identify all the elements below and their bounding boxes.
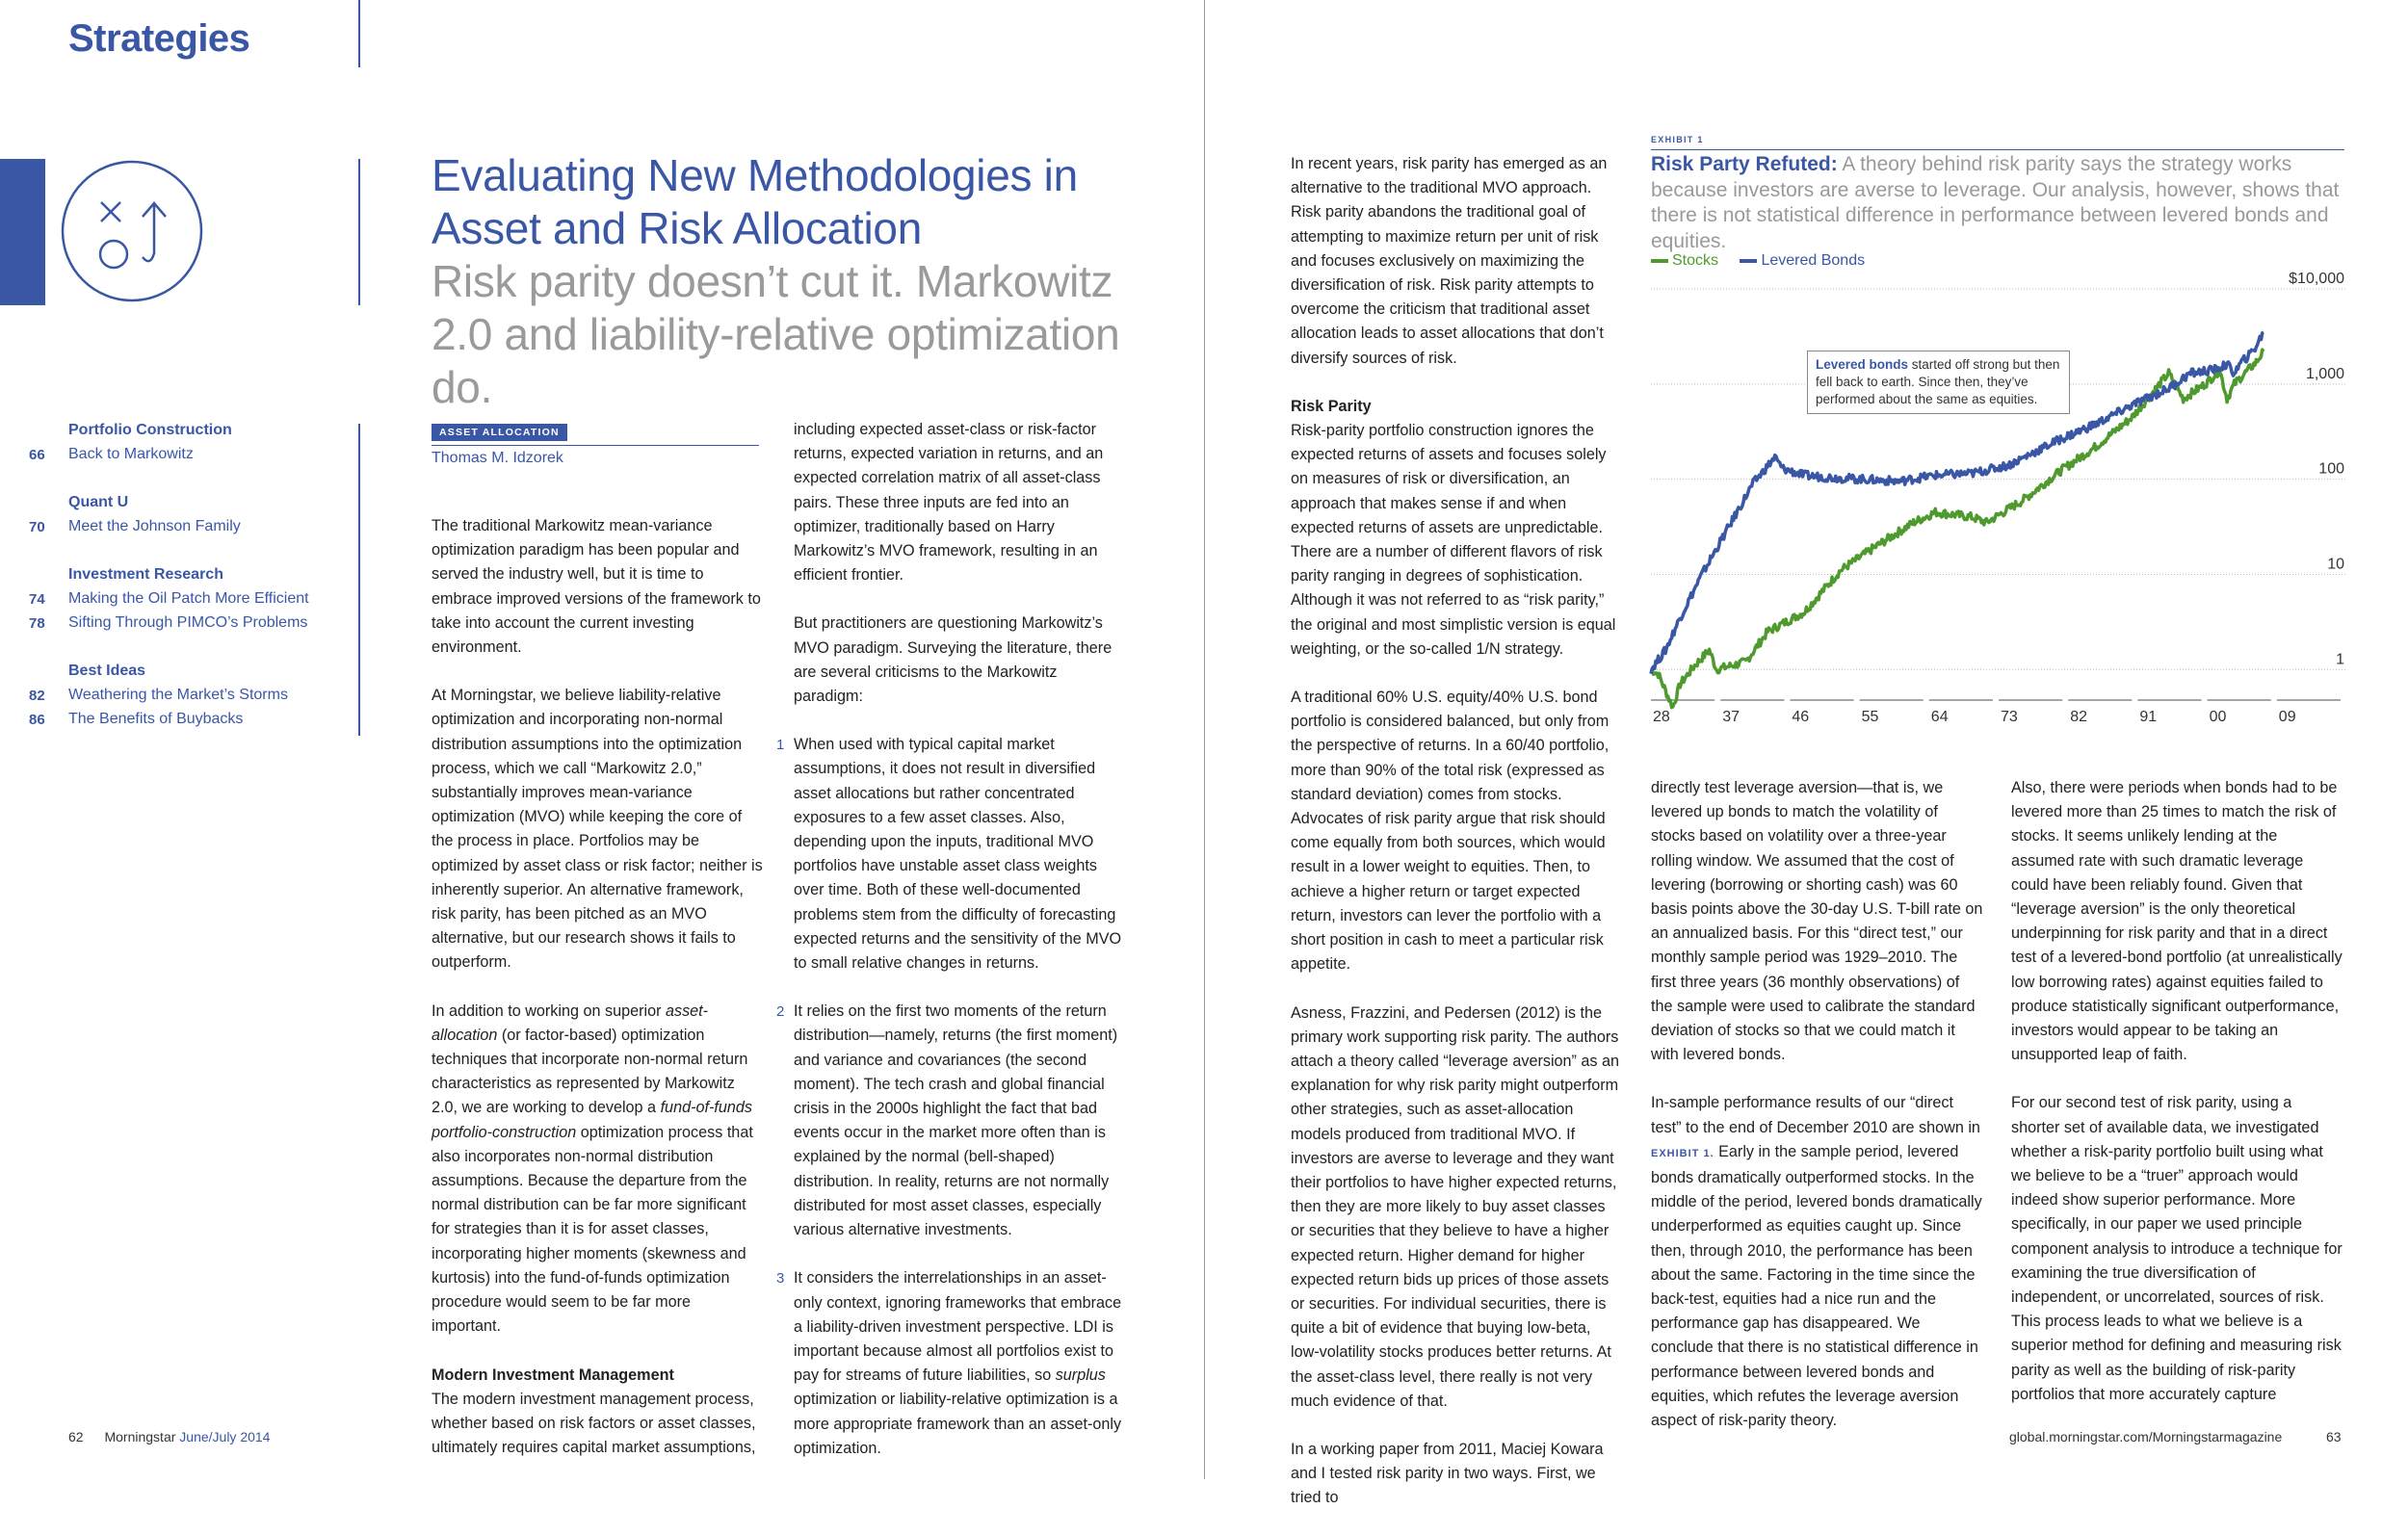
nav-category-investment-research: Investment Research — [68, 566, 223, 583]
subheading: Modern Investment Management — [432, 1366, 674, 1384]
page-number: 62 — [68, 1429, 84, 1444]
body-column-5 — [2011, 776, 2343, 1431]
nav-page-number: 74 — [29, 591, 45, 608]
chart-legend — [1651, 252, 1882, 270]
nav-page-number: 86 — [29, 712, 45, 728]
nav-page-number: 82 — [29, 688, 45, 704]
paragraph: In-sample performance results of our “direct test” to the end of December 2010 are shown in EXHIBIT 1. Early in the sample period, levered bonds dramatically outperformed stocks. In the middle of the period, levered bonds dramatically underperformed as equities caught up. Since then, through 2010, the performance has been about the same. Factoring in the time since the back-test, equities had a nice run and the performance gap has disappeared. We conclude that there is no statistical difference in performance between levered bonds and equities, which refutes the leverage aversion aspect of risk-parity theory. — [1651, 1094, 1982, 1430]
x-tick-label: 00 — [2209, 709, 2227, 725]
paragraph: In addition to working on superior asset-allocation (or factor-based) optimization techniques that incorporate non-normal return characteristics as represented by Markowitz 2.0, we are working to develop a fund-of-funds portfolio-construction optimization process that also incorporates non-normal distribution assumptions. Because the departure from the normal distribution can be far more significant for strategies than it is for asset classes, incorporating higher moments (skewness and kurtosis) into the fund-of-funds optimization procedure would seem to be far more important. — [432, 1002, 753, 1336]
category-tag: ASSET ALLOCATION — [432, 424, 567, 441]
list-number: 1 — [776, 737, 785, 754]
nav-category-best-ideas: Best Ideas — [68, 663, 146, 679]
section-title: Strategies — [68, 17, 250, 60]
exhibit-label: EXHIBIT 1 — [1651, 135, 1704, 144]
paragraph: But practitioners are questioning Markowitz’s MVO paradigm. Surveying the literature, there are several criticisms to the Markowitz paradigm: — [794, 614, 1112, 706]
paragraph: In recent years, risk parity has emerged as an alternative to the traditional MVO approach. Risk parity abandons the traditional goal of attempting to maximize return per unit of risk and focuses exclusively on maximizing the diversification of risk. Risk parity attempts to overcome the criticism that traditional asset allocation leads to asset allocations that don’t diversify sources of risk. — [1291, 155, 1608, 367]
nav-item-buybacks[interactable]: The Benefits of Buybacks — [68, 711, 244, 727]
headline-rule — [358, 159, 360, 305]
paragraph: For our second test of risk parity, using a shorter set of available data, we investigated whether a risk-parity portfolio built using what we believe to be a “truer” approach would indeed show superior performance. More specifically, in our paper we used principle component analysis to introduce a technique for examining the true diversification of independent, or uncorrelated, sources of risk. This process leads to what we believe is a superior method for defining and measuring risk parity as well as the building of risk-parity portfolios that more accurately capture — [2011, 1094, 2343, 1403]
nav-page-number: 78 — [29, 615, 45, 632]
x-tick-label: 28 — [1653, 709, 1670, 725]
nav-category-quant-u: Quant U — [68, 494, 129, 510]
nav-item-johnson-family[interactable]: Meet the Johnson Family — [68, 518, 241, 534]
tag-rule — [432, 445, 759, 446]
exhibit-title: Risk Party Refuted: A theory behind risk parity says the strategy works because investors are averse to leverage. Our analysis, however, shows that there is not statistical difference in performance between levered bonds and equities. — [1651, 153, 2340, 252]
right-footer-url[interactable]: global.morningstar.com/Morningstarmagazine — [2009, 1429, 2283, 1444]
exhibit-rule — [1651, 149, 2344, 150]
paragraph: including expected asset-class or risk-factor returns, expected variation in returns, and an expected correlation matrix of all asset-class pairs. These three inputs are fed into an optimizer, traditionally based on Harry Markowitz’s MVO framework, resulting in an efficient frontier. — [794, 421, 1104, 585]
x-tick-label: 64 — [1930, 709, 1949, 725]
paragraph: directly test leverage aversion—that is, we levered up bonds to match the volatility of stocks based on volatility over a three-year rolling window. We assumed that the cost of levering (borrowing or shorting cash) was 60 basis points above the 30-day U.S. T-bill rate on an annualized basis. For this “direct test,” our monthly sample period was 1929–2010. The first three years (36 monthly observations) of the sample were used to calibrate the standard deviation of stocks so that we could match it with levered bonds. — [1651, 779, 1983, 1064]
section-rule — [358, 0, 360, 67]
nav-item-market-storms[interactable]: Weathering the Market’s Storms — [68, 687, 288, 703]
numbered-list-item: 1 When used with typical capital market assumptions, it does not result in diversified asset allocations but rather concentrated exposures to a few asset classes. Also, depending upon the inputs, traditional MVO portfolios have unstable asset class weights over time. Both of these well-documented problems stem from the difficulty of forecasting expected returns and the sensitivity of the MVO to small relative changes in returns. — [794, 733, 1126, 976]
nav-rule — [358, 424, 360, 736]
issue-date: June/July 2014 — [175, 1429, 271, 1444]
risk-parity-chart — [1647, 270, 2350, 732]
article-subhead: Risk parity doesn’t cut it. Markowitz 2.0 and liability-relative optimization do. — [432, 256, 1120, 412]
x-tick-label: 82 — [2070, 709, 2087, 725]
paragraph: Asness, Frazzini, and Pedersen (2012) is the primary work supporting risk parity. The authors attach a theory called “leverage aversion” as an explanation for why risk parity might outperform other strategies, such as asset-allocation models produced from traditional MVO. If investors are averse to leverage and they want their portfolios to have higher expected returns, then they are more likely to buy asset classes or securities that they believe to have a higher expected return. Higher demand for higher expected return bids up prices of those assets or securities. For individual securities, there is quite a bit of evidence that buying low-beta, low-volatility stocks produces better returns. At the asset-class level, there really is not very much evidence of that. — [1291, 1003, 1620, 1410]
body-column-3 — [1291, 152, 1623, 1535]
y-tick-label: 10 — [2327, 556, 2344, 573]
y-tick-label: 1,000 — [2305, 365, 2344, 382]
y-tick-label: $10,000 — [2289, 271, 2344, 287]
paragraph: At Morningstar, we believe liability-relative optimization and incorporating non-normal distribution assumptions into the optimization process, which we call “Markowitz 2.0,” substantially improves mean-variance optimization (MVO) while keeping the core of the process in place. Portfolios may be optimized by asset class or risk factor; neither is inherently superior. An alternative framework, risk parity, has been pitched as an MVO alternative, but our research shows it fails to outperform. — [432, 687, 763, 972]
nav-category-portfolio-construction: Portfolio Construction — [68, 422, 232, 438]
body-column-4 — [1651, 776, 1983, 1457]
list-number: 3 — [776, 1270, 785, 1288]
paragraph: In a working paper from 2011, Maciej Kowara and I tested risk parity in two ways. First, we tried to — [1291, 1440, 1604, 1507]
x-tick-label: 73 — [2001, 709, 2018, 725]
page-number: 63 — [2326, 1429, 2342, 1444]
body-column-1 — [432, 514, 764, 1484]
nav-item-oil-patch[interactable]: Making the Oil Patch More Efficient — [68, 590, 309, 607]
x-tick-label: 55 — [1861, 709, 1879, 725]
paragraph: The traditional Markowitz mean-variance optimization paradigm has been popular and served the industry well, but it is time to embrace improved versions of the framework to take into account the current investing environment. — [432, 517, 761, 657]
paragraph: A traditional 60% U.S. equity/40% U.S. bond portfolio is considered balanced, but only from the perspective of returns. In a 60/40 portfolio, more than 90% of the total risk (expressed as standard deviation) comes from stocks. Advocates of risk parity argue that risk should come equally from both sources, which would result in a lower weight to equities. Then, to achieve a higher return or target expected return, investors can lever the portfolio with a short position in cash to meet a particular risk appetite. — [1291, 689, 1610, 974]
left-footer — [68, 1429, 270, 1444]
x-tick-label: 09 — [2278, 709, 2296, 725]
legend-levered-bonds: Levered Bonds — [1740, 252, 1865, 270]
brand: Morningstar — [104, 1429, 176, 1444]
numbered-list-item: 2 It relies on the first two moments of the return distribution—namely, returns (the first moment) and variance and covariances (the second moment). The tech crash and global financial crisis in the 2000s highlight the fact that bad events occur in the market more often than is explained by the normal (bell-shaped) distribution. In reality, returns are not normally distributed for most asset classes, especially various alternative investments. — [794, 1000, 1126, 1242]
body-column-2 — [776, 418, 1126, 1485]
chart-callout: Levered bonds started off strong but then fell back to earth. Since then, they’ve performed about the same as equities. — [1807, 351, 2070, 414]
article-headline: Evaluating New Methodologies in Asset and Risk Allocation — [432, 150, 1078, 253]
nav-page-number: 66 — [29, 447, 45, 463]
nav-item-pimco[interactable]: Sifting Through PIMCO’s Problems — [68, 614, 308, 631]
paragraph: Risk-parity portfolio construction ignores the expected returns of assets and focuses solely on measures of risk or diversification, an approach that makes sense if and when expected returns of assets are unpredictable. There are a number of different flavors of risk parity ranging in degrees of sophistication. Although it was not referred to as “risk parity,” the original and most simplistic version is equal weighting, or the so-called 1/N strategy. — [1291, 422, 1616, 658]
x-tick-label: 46 — [1792, 709, 1810, 725]
nav-page-number: 70 — [29, 519, 45, 535]
paragraph: The modern investment management process, whether based on risk factors or asset classes, ultimately requires capital market assumptions, — [432, 1390, 756, 1457]
strategies-icon — [60, 159, 204, 303]
nav-item-back-to-markowitz[interactable]: Back to Markowitz — [68, 446, 194, 462]
y-tick-label: 100 — [2318, 460, 2344, 478]
y-tick-label: 1 — [2336, 651, 2344, 668]
x-tick-label: 91 — [2139, 709, 2158, 725]
paragraph: Also, there were periods when bonds had to be levered more than 25 times to match the risk of stocks. It seems unlikely lending at the assumed rate with such dramatic leverage could have been reliably found. Given that “leverage aversion” is the only theoretical underpinning for risk parity and that in a direct test of a levered-bond portfolio (at unrealistically low borrowing rates) against equities failed to produce statistically significant outperformance, investors would appear to be taking an unsupported leap of faith. — [2011, 779, 2343, 1064]
author-byline: Thomas M. Idzorek — [432, 450, 563, 466]
page-gutter — [1204, 0, 1205, 1479]
legend-stocks: Stocks — [1651, 252, 1718, 270]
subheading: Risk Parity — [1291, 397, 1372, 415]
list-number: 2 — [776, 1003, 785, 1021]
numbered-list-item: 3 It considers the interrelationships in an asset-only context, ignoring frameworks that embrace a liability-driven investment perspective. LDI is important because almost all portfolios exist to pay for streams of future liabilities, so surplus optimization or liability-relative optimization is a more appropriate framework than an asset-only optimization. — [794, 1266, 1126, 1461]
x-tick-label: 37 — [1722, 709, 1740, 725]
accent-block — [0, 159, 45, 305]
